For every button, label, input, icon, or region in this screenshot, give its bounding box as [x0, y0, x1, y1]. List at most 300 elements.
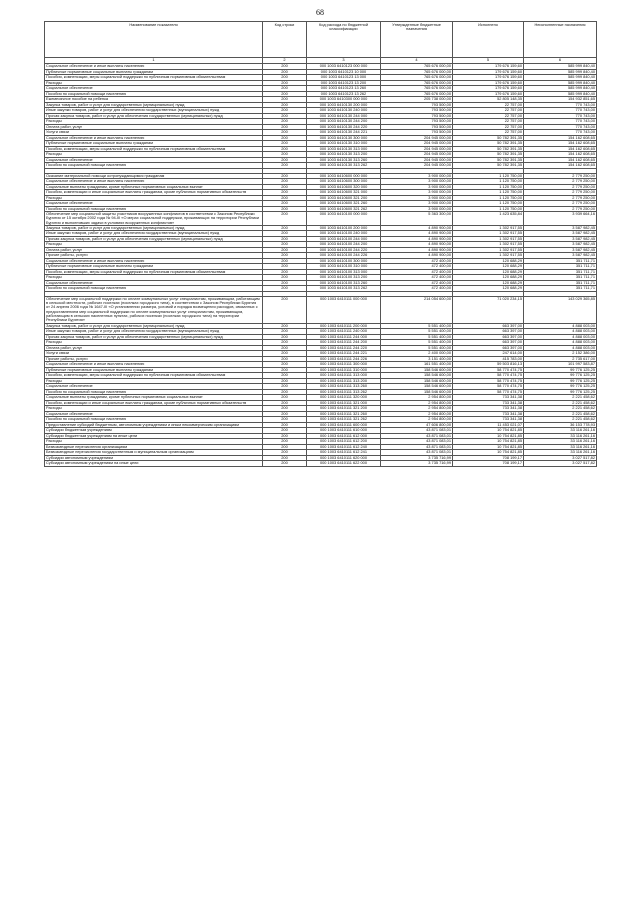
cell-approved: 793 500,00	[381, 130, 453, 136]
cell-approved: 43 871 083,01	[381, 439, 453, 445]
cell-classification-code: 000 1003 6410123 13 200	[307, 80, 381, 86]
cell-executed: 22 757,00	[453, 119, 524, 125]
table-row	[45, 64, 597, 70]
cell-approved: 472 400,00	[381, 269, 453, 275]
cell-line-code: 200	[263, 108, 307, 114]
cell-unexecuted: 3 027 517,82	[524, 455, 597, 461]
header-indicator-name: Наименование показателя	[45, 22, 263, 58]
cell-unexecuted: 154 162 608,65	[524, 146, 597, 152]
cell-classification-code: 000 1003 6410111 612 241	[307, 450, 381, 456]
cell-executed: 120 688,29	[453, 264, 524, 270]
cell-line-code: 200	[263, 384, 307, 390]
cell-line-code: 200	[263, 225, 307, 231]
cell-indicator-name: Социальное обеспечение и иные выплаты населению	[45, 64, 263, 70]
column-index: 6	[524, 58, 597, 64]
cell-indicator-name: Социальное обеспечение и иные выплаты населению	[45, 179, 263, 185]
cell-executed: 120 688,29	[453, 258, 524, 264]
cell-approved: 4 890 900,00	[381, 231, 453, 237]
table-row	[45, 269, 597, 275]
cell-executed: 22 757,00	[453, 124, 524, 130]
cell-indicator-name: Социальное обеспечение	[45, 411, 263, 417]
cell-line-code: 200	[263, 173, 307, 179]
cell-executed: 1 120 750,00	[453, 195, 524, 201]
table-row	[45, 75, 597, 81]
cell-approved: 3 900 000,00	[381, 206, 453, 212]
header-line-code: Код строки	[263, 22, 307, 58]
cell-unexecuted: 4 888 003,00	[524, 323, 597, 329]
cell-classification-code: 000 1003 6410600 321 000	[307, 190, 381, 196]
cell-unexecuted: 351 711,71	[524, 275, 597, 281]
cell-approved: 5 363 300,00	[381, 212, 453, 226]
cell-line-code: 200	[263, 86, 307, 92]
cell-indicator-name: Пособия, компенсации и иные социальные выплаты гражданам, кроме публичных нормативных обязательств	[45, 190, 263, 196]
table-row	[45, 400, 597, 406]
cell-line-code: 200	[263, 206, 307, 212]
cell-classification-code: 000 1003 6410123 13 262	[307, 91, 381, 97]
cell-line-code: 200	[263, 395, 307, 401]
cell-line-code: 200	[263, 455, 307, 461]
cell-indicator-name: Прочие работы, услуги	[45, 253, 263, 259]
cell-unexecuted: 3 587 982,45	[524, 231, 597, 237]
cell-indicator-name: Расходы	[45, 152, 263, 158]
cell-approved: 472 400,00	[381, 264, 453, 270]
cell-unexecuted: 154 162 608,65	[524, 135, 597, 141]
cell-line-code: 200	[263, 373, 307, 379]
cell-line-code: 200	[263, 323, 307, 329]
cell-unexecuted: 2 221 458,62	[524, 400, 597, 406]
cell-executed: 10 754 821,85	[453, 428, 524, 434]
cell-unexecuted: 351 711,71	[524, 264, 597, 270]
table-row	[45, 108, 597, 114]
cell-approved: 4 890 900,00	[381, 225, 453, 231]
cell-unexecuted: 3 587 982,45	[524, 247, 597, 253]
cell-indicator-name: Предоставление субсидий бюджетным, автономным учреждениям и иным некоммерческим организациям	[45, 422, 263, 428]
cell-indicator-name: Расходы	[45, 195, 263, 201]
cell-line-code: 200	[263, 157, 307, 163]
cell-line-code: 200	[263, 280, 307, 286]
cell-indicator-name: Социальное обеспечение и иные выплаты населению	[45, 258, 263, 264]
cell-indicator-name: Социальное обеспечение	[45, 280, 263, 286]
table-row	[45, 135, 597, 141]
cell-unexecuted: 4 888 003,00	[524, 345, 597, 351]
cell-executed: 11 453 021,07	[453, 422, 524, 428]
cell-unexecuted: 3 587 982,45	[524, 242, 597, 248]
cell-classification-code: 000 1003 6410600 321 262	[307, 206, 381, 212]
cell-approved: 161 551 400,00	[381, 362, 453, 368]
cell-classification-code: 000 1003 6410111 313 262	[307, 389, 381, 395]
table-row	[45, 184, 597, 190]
cell-line-code: 200	[263, 113, 307, 119]
cell-line-code: 200	[263, 253, 307, 259]
cell-indicator-name: Пособия, компенсации, меры социальной поддержки по публичным нормативным обязательствам	[45, 269, 263, 275]
cell-line-code: 200	[263, 340, 307, 346]
cell-approved: 3 900 000,00	[381, 195, 453, 201]
cell-classification-code: 000 1003 6410111 321 000	[307, 400, 381, 406]
cell-classification-code: 000 1003 6410130 313 260	[307, 157, 381, 163]
cell-classification-code: 000 1003 6410130 200 000	[307, 102, 381, 108]
cell-line-code: 200	[263, 264, 307, 270]
cell-unexecuted: 2 779 250,00	[524, 195, 597, 201]
cell-executed: 179 676 159,60	[453, 91, 524, 97]
header-unexecuted-appropriations: Неисполненные назначения	[524, 22, 597, 58]
cell-classification-code: 000 1003 6410600 300 000	[307, 179, 381, 185]
cell-approved: 158 546 600,00	[381, 378, 453, 384]
cell-line-code: 200	[263, 236, 307, 242]
cell-executed: 10 754 821,85	[453, 444, 524, 450]
cell-executed: 179 676 159,60	[453, 86, 524, 92]
cell-executed: 1 120 750,00	[453, 206, 524, 212]
cell-unexecuted: 33 116 261,16	[524, 439, 597, 445]
cell-classification-code: 000 1003 6410111 300 000	[307, 362, 381, 368]
table-row	[45, 212, 597, 226]
column-index: 5	[453, 58, 524, 64]
cell-classification-code: 000 1003 6410130 244 200	[307, 119, 381, 125]
cell-approved: 158 546 600,00	[381, 373, 453, 379]
cell-approved: 765 676 000,00	[381, 86, 453, 92]
cell-executed: 10 754 821,85	[453, 433, 524, 439]
cell-approved: 43 871 083,01	[381, 428, 453, 434]
cell-classification-code: 000 1003 6410100 313 262	[307, 286, 381, 292]
cell-executed: 120 688,29	[453, 286, 524, 292]
cell-approved: 765 676 000,00	[381, 75, 453, 81]
table-row	[45, 225, 597, 231]
cell-line-code: 200	[263, 275, 307, 281]
cell-unexecuted: 3 027 517,82	[524, 461, 597, 467]
cell-approved: 205 738 000,00	[381, 97, 453, 103]
cell-line-code: 200	[263, 102, 307, 108]
cell-unexecuted: 770 743,00	[524, 102, 597, 108]
cell-indicator-name: Расходы	[45, 340, 263, 346]
cell-classification-code: 000 1003 6410111 612 000	[307, 433, 381, 439]
cell-classification-code: 000 1003 6410111 320 000	[307, 395, 381, 401]
cell-indicator-name: Субсидии автономным учреждениям	[45, 455, 263, 461]
cell-classification-code: 000 1003 6410100 244 200	[307, 242, 381, 248]
cell-classification-code: 000 1003 6410100 244 000	[307, 236, 381, 242]
cell-executed: 1 120 750,00	[453, 179, 524, 185]
cell-classification-code: 000 1003 6410100 300 000	[307, 258, 381, 264]
cell-indicator-name: Пособия, компенсации и иные социальные выплаты гражданам, кроме публичных нормативных обязательств	[45, 400, 263, 406]
cell-classification-code: 000 1003 6410111 240 000	[307, 329, 381, 335]
cell-executed: 733 341,38	[453, 417, 524, 423]
cell-indicator-name: Услуги связи	[45, 130, 263, 136]
cell-line-code: 200	[263, 334, 307, 340]
table-row	[45, 362, 597, 368]
cell-classification-code: 000 1003 6410130 244 000	[307, 113, 381, 119]
cell-classification-code: 000 1003 6410111 321 200	[307, 406, 381, 412]
cell-line-code: 200	[263, 97, 307, 103]
cell-indicator-name: Пособия, компенсации, меры социальной поддержки по публичным нормативным обязательствам	[45, 146, 263, 152]
cell-classification-code: 000 1003 6410111 610 000	[307, 428, 381, 434]
cell-indicator-name: Социальное обеспечение	[45, 201, 263, 207]
cell-executed: 1 302 917,55	[453, 225, 524, 231]
cell-executed: 22 757,00	[453, 130, 524, 136]
cell-indicator-name: Закупка товаров, работ и услуг для государственных (муниципальных) нужд	[45, 323, 263, 329]
cell-executed: 663 397,00	[453, 323, 524, 329]
cell-line-code: 200	[263, 247, 307, 253]
cell-line-code: 200	[263, 75, 307, 81]
cell-approved: 2 954 800,00	[381, 406, 453, 412]
cell-executed: 58 770 474,75	[453, 384, 524, 390]
table-row	[45, 323, 597, 329]
cell-classification-code: 000 1003 6410130 313 262	[307, 163, 381, 169]
cell-approved: 3 900 000,00	[381, 190, 453, 196]
cell-line-code: 200	[263, 461, 307, 467]
cell-executed: 733 341,38	[453, 400, 524, 406]
cell-indicator-name: Иные закупки товаров, работ и услуг для обеспечения государственных (муниципальных) нужд	[45, 108, 263, 114]
cell-unexecuted: 351 711,71	[524, 286, 597, 292]
cell-approved: 4 890 900,00	[381, 253, 453, 259]
cell-line-code: 200	[263, 141, 307, 147]
table-row	[45, 395, 597, 401]
cell-line-code: 200	[263, 450, 307, 456]
table-row	[45, 450, 597, 456]
cell-approved: 204 945 000,00	[381, 135, 453, 141]
cell-indicator-name: Прочая закупка товаров, работ и услуг для обеспечения государственных (муниципальных) нужд	[45, 236, 263, 242]
cell-classification-code: 000 1003 6410111 244 220	[307, 345, 381, 351]
cell-approved: 5 551 400,00	[381, 329, 453, 335]
cell-indicator-name: Расходы	[45, 242, 263, 248]
cell-executed: 1 120 750,00	[453, 184, 524, 190]
cell-classification-code: 000 1003 6410111 612 240	[307, 444, 381, 450]
cell-unexecuted: 585 999 840,40	[524, 91, 597, 97]
table-row	[45, 190, 597, 196]
cell-classification-code: 000 1003 6410111 313 000	[307, 373, 381, 379]
cell-approved: 2 400 000,00	[381, 351, 453, 357]
cell-classification-code: 000 1003 6410130 300 000	[307, 135, 381, 141]
cell-approved: 47 606 800,00	[381, 422, 453, 428]
cell-executed: 733 341,38	[453, 395, 524, 401]
cell-executed: 120 688,29	[453, 275, 524, 281]
cell-executed: 120 688,29	[453, 269, 524, 275]
cell-classification-code: 000 1003 6410130 244 221	[307, 130, 381, 136]
cell-approved: 4 890 900,00	[381, 242, 453, 248]
cell-approved: 2 954 800,00	[381, 400, 453, 406]
cell-indicator-name: Расходы	[45, 275, 263, 281]
cell-executed: 22 757,00	[453, 108, 524, 114]
cell-executed: 179 676 159,60	[453, 75, 524, 81]
cell-unexecuted: 99 776 125,25	[524, 373, 597, 379]
page-number: 68	[316, 8, 324, 17]
cell-approved: 472 400,00	[381, 258, 453, 264]
cell-indicator-name: Оплата работ, услуг	[45, 345, 263, 351]
cell-approved: 2 954 800,00	[381, 417, 453, 423]
cell-approved: 3 735 716,99	[381, 455, 453, 461]
cell-executed: 50 782 391,35	[453, 146, 524, 152]
cell-indicator-name: Оказание материальной помощи остронуждающимся гражданам	[45, 173, 263, 179]
cell-approved: 43 871 083,01	[381, 444, 453, 450]
cell-unexecuted: 2 779 250,00	[524, 206, 597, 212]
cell-executed: 50 782 391,35	[453, 141, 524, 147]
cell-classification-code: 000 1003 6410100 244 220	[307, 247, 381, 253]
cell-unexecuted: 154 162 608,65	[524, 157, 597, 163]
header-approved-appropriations: Утвержденные бюджетные назначения	[381, 22, 453, 58]
cell-classification-code: 000 1003 6410600 000 000	[307, 173, 381, 179]
cell-unexecuted: 101 997 583,87	[524, 362, 597, 368]
cell-approved: 793 500,00	[381, 102, 453, 108]
cell-approved: 3 900 000,00	[381, 179, 453, 185]
cell-unexecuted: 2 221 458,62	[524, 411, 597, 417]
cell-indicator-name: Пособия, компенсации, меры социальной поддержки по публичным нормативным обязательствам	[45, 75, 263, 81]
cell-executed: 733 341,38	[453, 406, 524, 412]
table-row	[45, 433, 597, 439]
cell-classification-code: 000 1003 6410600 321 200	[307, 195, 381, 201]
cell-approved: 204 945 000,00	[381, 146, 453, 152]
cell-approved: 214 054 600,00	[381, 296, 453, 323]
cell-indicator-name: Социальное обеспечение	[45, 157, 263, 163]
cell-approved: 793 500,00	[381, 108, 453, 114]
cell-line-code: 200	[263, 367, 307, 373]
cell-executed: 10 754 821,85	[453, 450, 524, 456]
cell-approved: 204 945 000,00	[381, 152, 453, 158]
cell-unexecuted: 2 735 617,00	[524, 356, 597, 362]
cell-executed: 1 302 917,55	[453, 236, 524, 242]
cell-indicator-name: Публичные нормативные социальные выплаты гражданам	[45, 264, 263, 270]
cell-unexecuted: 585 999 840,40	[524, 64, 597, 70]
cell-approved: 43 871 083,01	[381, 450, 453, 456]
cell-unexecuted: 2 221 458,62	[524, 406, 597, 412]
cell-classification-code: 000 1003 6410100 240 000	[307, 231, 381, 237]
cell-classification-code: 000 1003 6410111 244 200	[307, 340, 381, 346]
cell-unexecuted: 3 587 982,45	[524, 236, 597, 242]
cell-unexecuted: 99 776 125,25	[524, 378, 597, 384]
cell-executed: 708 199,17	[453, 455, 524, 461]
cell-indicator-name: Прочие работы, услуги	[45, 356, 263, 362]
cell-unexecuted: 770 743,00	[524, 108, 597, 114]
cell-executed: 179 676 159,60	[453, 69, 524, 75]
cell-line-code: 200	[263, 179, 307, 185]
table-row	[45, 146, 597, 152]
cell-unexecuted: 2 779 250,00	[524, 173, 597, 179]
column-index: 3	[307, 58, 381, 64]
cell-indicator-name: Прочая закупка товаров, работ и услуг для обеспечения государственных (муниципальных) нужд	[45, 334, 263, 340]
cell-executed: 179 676 159,60	[453, 80, 524, 86]
cell-indicator-name: Пособия по социальной помощи населению	[45, 91, 263, 97]
cell-unexecuted: 2 152 386,00	[524, 351, 597, 357]
cell-line-code: 200	[263, 64, 307, 70]
cell-approved: 472 400,00	[381, 286, 453, 292]
cell-classification-code: 000 1003 6410130 310 000	[307, 141, 381, 147]
table-row	[45, 422, 597, 428]
cell-approved: 4 890 900,00	[381, 236, 453, 242]
cell-unexecuted: 2 779 250,00	[524, 179, 597, 185]
cell-line-code: 200	[263, 231, 307, 237]
cell-unexecuted: 585 999 840,40	[524, 75, 597, 81]
cell-indicator-name: Социальное обеспечение	[45, 384, 263, 390]
cell-line-code: 200	[263, 378, 307, 384]
table-row	[45, 141, 597, 147]
cell-unexecuted: 585 999 840,40	[524, 80, 597, 86]
cell-executed: 1 423 635,84	[453, 212, 524, 226]
cell-line-code: 200	[263, 286, 307, 292]
cell-executed: 22 757,00	[453, 113, 524, 119]
cell-executed: 52 805 148,35	[453, 97, 524, 103]
cell-executed: 1 302 917,55	[453, 242, 524, 248]
cell-unexecuted: 2 779 250,00	[524, 190, 597, 196]
cell-line-code: 200	[263, 329, 307, 335]
cell-approved: 793 500,00	[381, 124, 453, 130]
cell-classification-code: 000 1003 6410100 313 260	[307, 280, 381, 286]
cell-classification-code: 000 1003 6410300 000 000	[307, 97, 381, 103]
cell-indicator-name: Расходы	[45, 378, 263, 384]
cell-indicator-name: Социальное обеспечение и иные выплаты населению	[45, 362, 263, 368]
cell-executed: 50 782 391,35	[453, 157, 524, 163]
cell-approved: 3 735 716,99	[381, 461, 453, 467]
cell-line-code: 200	[263, 400, 307, 406]
cell-line-code: 200	[263, 258, 307, 264]
cell-classification-code: 000 1003 6410600 320 000	[307, 184, 381, 190]
cell-indicator-name: Закупка товаров, работ и услуг для государственных (муниципальных) нужд	[45, 225, 263, 231]
cell-executed: 50 782 391,35	[453, 152, 524, 158]
table-header	[45, 22, 597, 58]
cell-executed: 663 397,00	[453, 340, 524, 346]
cell-classification-code: 000 1003 6410100 310 000	[307, 264, 381, 270]
cell-indicator-name: Оплата работ, услуг	[45, 124, 263, 130]
cell-line-code: 200	[263, 389, 307, 395]
cell-approved: 765 676 000,00	[381, 69, 453, 75]
cell-executed: 50 782 391,35	[453, 135, 524, 141]
cell-approved: 765 676 000,00	[381, 64, 453, 70]
cell-line-code: 200	[263, 242, 307, 248]
cell-unexecuted: 2 221 458,62	[524, 395, 597, 401]
cell-unexecuted: 585 999 840,40	[524, 86, 597, 92]
cell-unexecuted: 351 711,71	[524, 269, 597, 275]
cell-line-code: 200	[263, 362, 307, 368]
cell-classification-code: 000 1003 6410111 244 226	[307, 356, 381, 362]
table-row	[45, 334, 597, 340]
cell-classification-code: 000 1003 6410111 600 000	[307, 422, 381, 428]
cell-line-code: 200	[263, 130, 307, 136]
table-row	[45, 69, 597, 75]
cell-approved: 3 151 400,00	[381, 356, 453, 362]
cell-executed: 1 120 750,00	[453, 190, 524, 196]
cell-classification-code: 000 1003 6410123 13 000	[307, 75, 381, 81]
cell-executed: 10 754 821,85	[453, 439, 524, 445]
cell-executed: 58 770 474,75	[453, 373, 524, 379]
cell-indicator-name: Оплата работ, услуг	[45, 247, 263, 253]
cell-indicator-name: Пособия по социальной помощи населению	[45, 286, 263, 292]
cell-unexecuted: 154 162 608,65	[524, 141, 597, 147]
cell-executed: 22 757,00	[453, 102, 524, 108]
cell-unexecuted: 154 162 608,65	[524, 163, 597, 169]
cell-unexecuted: 3 939 664,16	[524, 212, 597, 226]
cell-indicator-name: Безвозмездные перечисления государственным и муниципальным организациям	[45, 450, 263, 456]
cell-approved: 4 890 900,00	[381, 247, 453, 253]
cell-approved: 158 546 600,00	[381, 384, 453, 390]
cell-executed: 179 676 159,60	[453, 64, 524, 70]
cell-approved: 204 945 000,00	[381, 163, 453, 169]
cell-indicator-name: Социальные выплаты гражданам, кроме публичных нормативных социальных выплат	[45, 184, 263, 190]
cell-line-code: 200	[263, 417, 307, 423]
table-row	[45, 296, 597, 323]
cell-indicator-name: Социальное обеспечение	[45, 86, 263, 92]
cell-executed: 58 770 474,75	[453, 378, 524, 384]
cell-unexecuted: 2 779 250,00	[524, 184, 597, 190]
cell-classification-code: 000 1003 6410100 313 200	[307, 275, 381, 281]
cell-approved: 204 945 000,00	[381, 141, 453, 147]
cell-unexecuted: 99 776 125,25	[524, 367, 597, 373]
cell-classification-code: 000 1003 6410130 313 200	[307, 152, 381, 158]
cell-line-code: 200	[263, 422, 307, 428]
cell-approved: 2 954 800,00	[381, 395, 453, 401]
cell-unexecuted: 770 743,00	[524, 130, 597, 136]
column-index: 2	[263, 58, 307, 64]
cell-line-code: 200	[263, 135, 307, 141]
cell-line-code: 200	[263, 163, 307, 169]
cell-approved: 43 871 083,01	[381, 433, 453, 439]
cell-executed: 58 770 474,75	[453, 367, 524, 373]
cell-classification-code: 000 1003 6410100 200 000	[307, 225, 381, 231]
cell-line-code: 200	[263, 439, 307, 445]
